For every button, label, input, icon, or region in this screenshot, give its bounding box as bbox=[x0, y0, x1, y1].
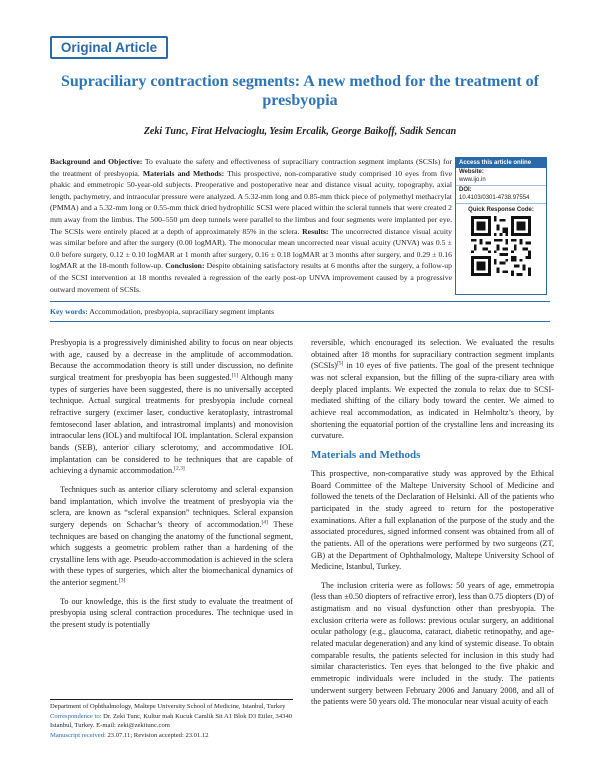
ref-3: [4] bbox=[261, 519, 268, 526]
intro-paragraph-4 bbox=[311, 337, 554, 442]
keywords-bottom-rule bbox=[50, 321, 550, 322]
website-label: Website: bbox=[459, 169, 484, 175]
correspondence-label: Correspondence to: bbox=[50, 712, 102, 720]
abstract-results-label: Results: bbox=[302, 226, 329, 236]
intro-text-4b: in 10 eyes of five patients. The goal of the present technique was not scleral expansion, but the filling of the supra-ciliary area with deeply placed implants. We expected the zonula to relax due to SCSI-mediated shifting of the ciliary body toward the center. We aimed to achieve real accommodation, as indicated in Helmholtz’s theory, by shortening the equatorial portion of the crystalline lens and increasing its curvature. bbox=[311, 361, 554, 441]
footnote bbox=[50, 699, 293, 740]
ref-2: [2,3] bbox=[174, 465, 185, 472]
keywords-text: Accommodation, presbyopia, supraciliary segment implants bbox=[87, 307, 275, 316]
affiliation: Department of Ophthalmology, Maltepe University School of Medicine, Istanbul, Turkey bbox=[50, 703, 286, 710]
doi-row bbox=[456, 186, 546, 204]
methods-paragraph-1: This prospective, non-comparative study was approved by the Ethical Board Committee of the Maltepe University School of Medicine and followed the tenets of the Declaration of Helsinki. All of the patients who participated in the study agreed to return for the postoperative examinations. After a full explanation of the purpose of the study and the associated procedures, signed informed consent was obtained from all of the patients. All of the operations were performed by two surgeons (ZT, GB) at the Department of Ophthalmology, Maltepe University School of Medicine, Istanbul, Turkey. bbox=[311, 468, 554, 572]
abstract-methods-text: This prospective, non-comparative study comprised 10 eyes from five phakic and emmetropic 50-year-old subjects. Preoperative and postoperative near and distance visual acuity, topography, axial length, pachymetry, and intraocular pressure were analyzed. A 5.32-mm long and 0.85-mm thick piece of polymethyl methacrylat (PMMA) and a 5.32-mm long or 0.55-mm thick dried hydrophilic SCSI were placed within the scleral tunnels that were created 2 mm away from the limbus. The 500–550 μm deep tunnels were parallel to the limbus and four segments were implanted per eye. The SCSIs were entirely placed at a depth of approximately 85% in the sclera. bbox=[50, 168, 452, 236]
article-title: Supraciliary contraction segments: A new method for the treatment of presbyopia bbox=[61, 73, 539, 109]
access-header: Access this article online bbox=[456, 158, 546, 168]
doi-link[interactable]: 10.4103/0301-4738.97554 bbox=[459, 194, 530, 201]
correspondence bbox=[50, 712, 293, 731]
correspondence-text: Dr. Zeki Tunc, Kultur mah Kucuk Camlik Sit A1 Blok D3 Etiler, 34340 Istanbul, Turkey. E-mail: zeki@zekitunc.com bbox=[50, 712, 293, 730]
intro-text-1b: Although many types of surgeries have been suggested, there is no universally accepted technique. Actual surgical treatments for presbyopia include corneal refractive surgery (excimer laser, conductive keratoplasty, intrastromal femtosecond laser ablation, and intrastromal implants) and monovision intraocular lens (IOL) and multifocal IOL implantation. Scleral expansion bands (SEB), anterior ciliary sclerotomy, and accommodative IOL implantation can be considered to be techniques that are capable of achieving a dynamic accommodation. bbox=[50, 372, 293, 476]
ref-1: [1] bbox=[231, 372, 239, 379]
intro-paragraph-3: To our knowledge, this is the first study to evaluate the treatment of presbyopia using scleral contraction procedures. The technique used in the present study is potentially bbox=[50, 596, 293, 630]
abstract-results-text: The uncorrected distance visual acuity was similar before and after the surgery (0.00 logMAR). The monocular mean uncorrected near visual acuity (UNVA) was 0.5 ± 0.0 before surgery, 0.12 ± 0.10 logMAR at 1 month after surgery, 0.16 ± 0.18 logMAR at 3 months after surgery, and 0.29 ± 0.16 logMAR at the 18-month follow-up. bbox=[50, 226, 452, 271]
intro-text-4: reversible, which encouraged its selection. We evaluated the results obtained after 18 months for supraciliary contraction segment implants (SCSIs) bbox=[311, 338, 554, 371]
intro-text-1: Presbyopia is a progressively diminished ability to focus on near objects with age, caused by a decrease in the amplitude of accommodation. Because the accommodation theory is still under discussion, no definite surgical treatment for presbyopia has been suggested. bbox=[50, 338, 293, 382]
abstract-conclusion-text: Despite obtaining satisfactory results at 6 months after the surgery, a follow-up of the SCSI intervention at 18 months revealed a regression of the early post-op UNVA improvement caused by a progressive outward movement of SCSIs. bbox=[50, 261, 452, 294]
author-list: Zeki Tunc, Firat Helvacioglu, Yesim Ercalik, George Baikoff, Sadik Sencan bbox=[143, 126, 457, 137]
abstract-background-text: To evaluate the safety and effectiveness of supraciliary contraction segment implants (SCSIs) for the treatment of presbyopia. bbox=[50, 157, 452, 178]
abstract-background-label: Background and Objective: bbox=[50, 157, 143, 166]
website-link[interactable]: www.ijo.in bbox=[459, 176, 486, 183]
intro-paragraph-2 bbox=[50, 484, 293, 589]
intro-paragraph-1 bbox=[50, 337, 293, 477]
abstract-methods-label: Materials and Methods: bbox=[142, 168, 225, 178]
article-type-badge: Original Article bbox=[50, 36, 168, 59]
intro-text-2b: These techniques are based on changing the anatomy of the functional segment, which suggests a geometric problem rather than a hardening of the crystalline lens with age. Pseudo-accommodation is achieved in the sclera with these types of surgeries, which alter the biomechanical dynamics of the anterior segment. bbox=[50, 519, 293, 588]
doi-label: DOI: bbox=[459, 187, 472, 193]
manuscript-label: Manuscript received: bbox=[50, 731, 106, 739]
keywords-top-rule bbox=[50, 301, 550, 302]
ref-5: [5] bbox=[336, 360, 344, 367]
intro-text-2: Techniques such as anterior ciliary sclerotomy and scleral expansion band implantation, which involve the treatment of presbyopia via the sclera, are known as “scleral expansion” techniques. Scleral expansion surgery depends on Schachar’s theory of accommodation. bbox=[50, 484, 293, 529]
access-online-box bbox=[455, 157, 547, 295]
qr-label: Quick Response Code: bbox=[468, 207, 534, 213]
abstract bbox=[50, 156, 452, 295]
manuscript-text: 23.07.11; Revision accepted: 23.01.12 bbox=[105, 731, 209, 739]
qr-code-icon bbox=[471, 216, 531, 276]
section-heading-methods: Materials and Methods bbox=[311, 448, 421, 461]
keywords-label: Key words: bbox=[50, 307, 88, 316]
abstract-conclusion-label: Conclusion: bbox=[165, 261, 205, 271]
methods-paragraph-2: The inclusion criteria were as follows: 50 years of age, emmetropia (less than ±0.50 diopters of refractive error), less than 0.75 diopters (D) of astigmatism and no visual dysfunction other than presbyopia. The exclusion criteria were as follows: previous ocular surgery, an additional ocular pathology (e.g., glaucoma, cataract, diabetic retinopathy, and age-related macular degeneration) and any kind of systemic disease. To obtain comparable results, the patients selected for inclusion in this study had similar characteristics. Ten eyes that belonged to the five phakic and emmetropic individuals were included in the study. The patients underwent surgery between February 2006 and January 2008, and all of the patients were 50 years old. The monocular near visual acuity of each bbox=[311, 580, 554, 707]
keywords bbox=[50, 307, 550, 316]
manuscript-dates bbox=[50, 731, 293, 741]
left-column bbox=[50, 337, 293, 638]
right-column bbox=[311, 337, 554, 715]
website-row bbox=[456, 168, 546, 186]
ref-4: [3] bbox=[118, 577, 126, 584]
